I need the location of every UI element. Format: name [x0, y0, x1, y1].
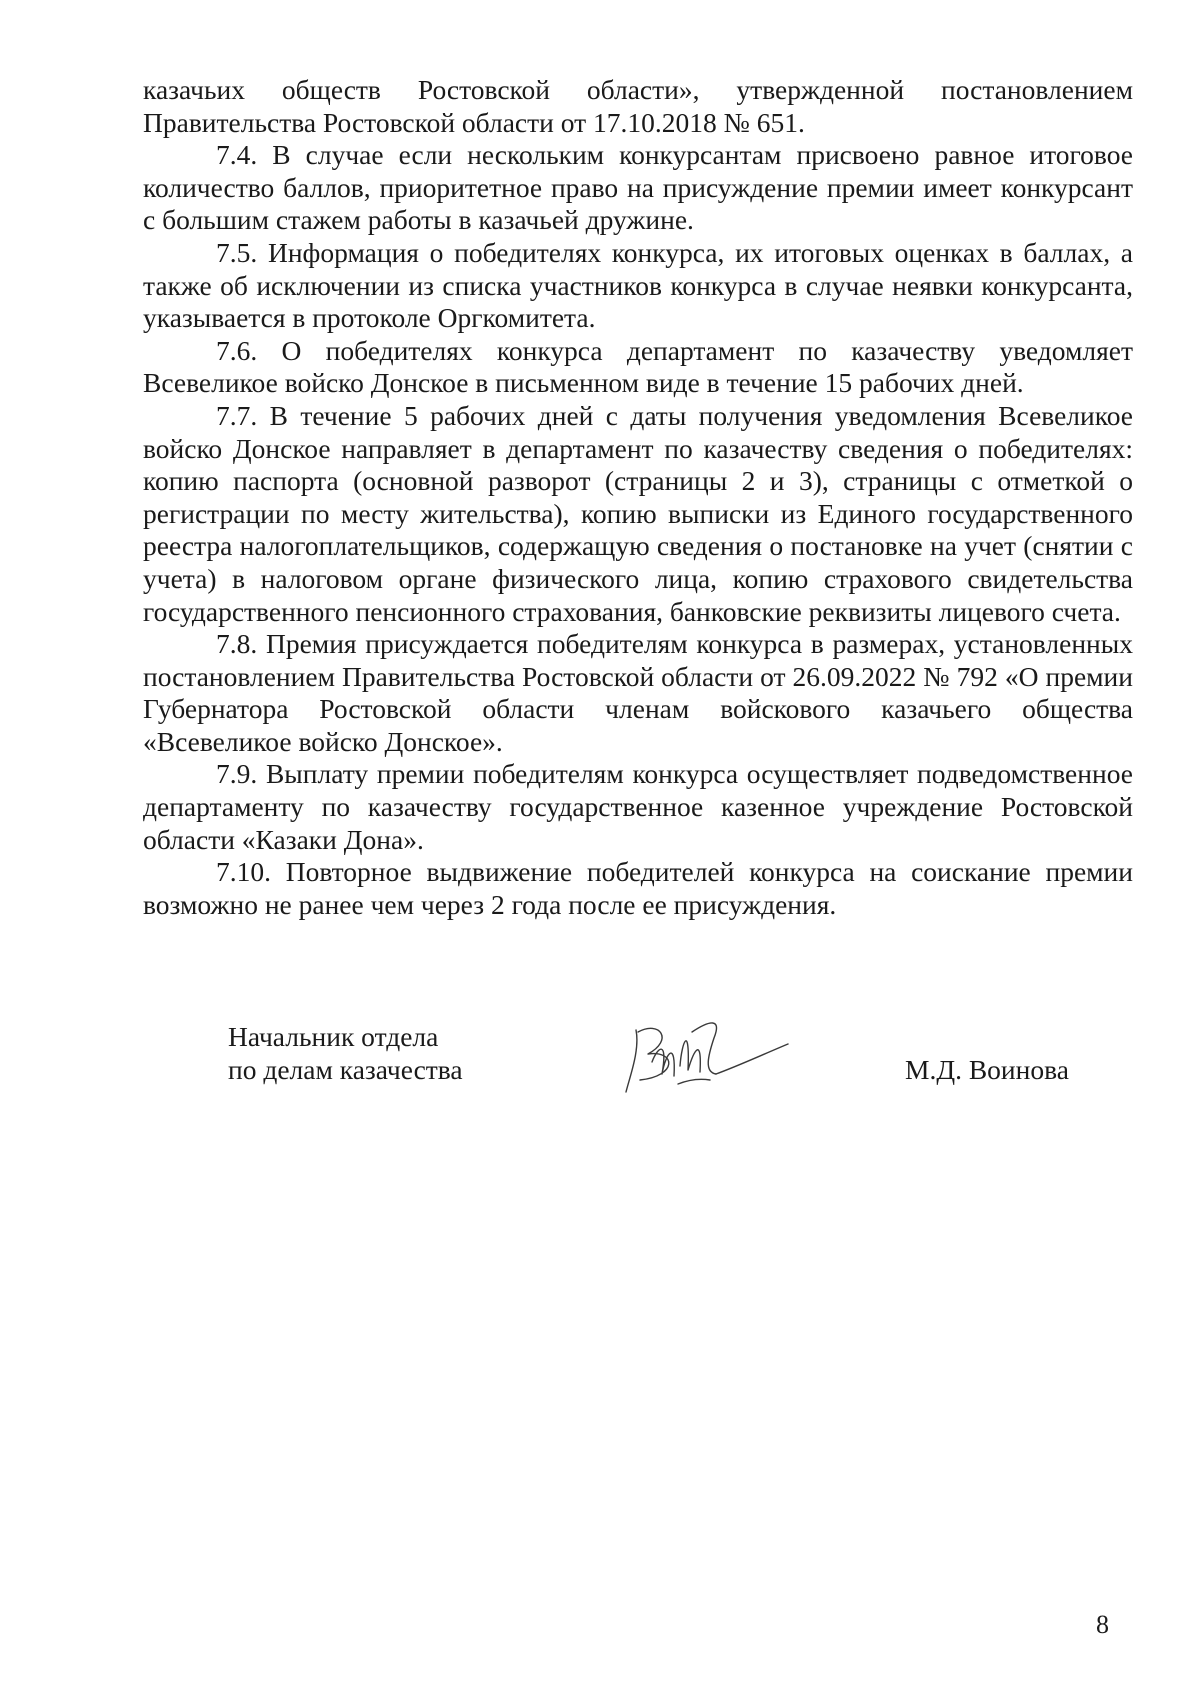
paragraph-7-5: 7.5. Информация о победителях конкурса, их итоговых оценках в баллах, а также об исключении из списка участников конкурса в случае неявки конкурсанта, указывается в протоколе Оргкомитета. [143, 236, 1133, 334]
paragraph-7-6: 7.6. О победителях конкурса департамент по казачеству уведомляет Всевеликое войско Донское в письменном виде в течение 15 рабочих дней. [143, 334, 1133, 399]
paragraph-7-4: 7.4. В случае если нескольким конкурсантам присвоено равное итоговое количество баллов, приоритетное право на присуждение премии имеет конкурсант с большим стажем работы в казачьей дружине. [143, 139, 1133, 236]
signatory-position-line2: по делам казачества [228, 1054, 463, 1085]
paragraph-7-9: 7.9. Выплату премии победителям конкурса осуществляет подведомственное департаменту по казачеству государственное казенное учреждение Ростовской области «Казаки Дона». [143, 758, 1133, 855]
handwritten-signature [618, 1010, 793, 1100]
document-body [143, 74, 1133, 921]
paragraph-continuation: казачьих обществ Ростовской области», утвержденной постановлением Правительства Ростовской области от 17.10.2018 № 651. [143, 74, 1133, 138]
signatory-position-line1: Начальник отдела [228, 1021, 439, 1052]
paragraph-7-10: 7.10. Повторное выдвижение победителей конкурса на соискание премии возможно не ранее чем через 2 года после ее присуждения. [143, 856, 1133, 920]
signatory-position [228, 1020, 463, 1086]
page-number: 8 [1096, 1610, 1109, 1639]
paragraph-7-8: 7.8. Премия присуждается победителям конкурса в размерах, установленных постановлением Правительства Ростовской области от 26.09.2022 № 792 «О премии Губернатора Ростовской области членам войскового казачьего общества «Всевеликое войско Донское». [143, 628, 1133, 757]
paragraph-7-7: 7.7. В течение 5 рабочих дней с даты получения уведомления Всевеликое войско Донское направляет в департамент по казачеству сведения о победителях: копию паспорта (основной разворот (страницы 2 и 3), страницы с отметкой о регистрации по месту жительства), копию выписки из Единого государственного реестра налогоплательщиков, содержащую сведения о постановке на учет (снятии с учета) в налоговом органе физического лица, копию страхового свидетельства государственного пенсионного страхования, банковские реквизиты лицевого счета. [143, 399, 1133, 627]
signatory-name: М.Д. Воинова [905, 1054, 1069, 1085]
